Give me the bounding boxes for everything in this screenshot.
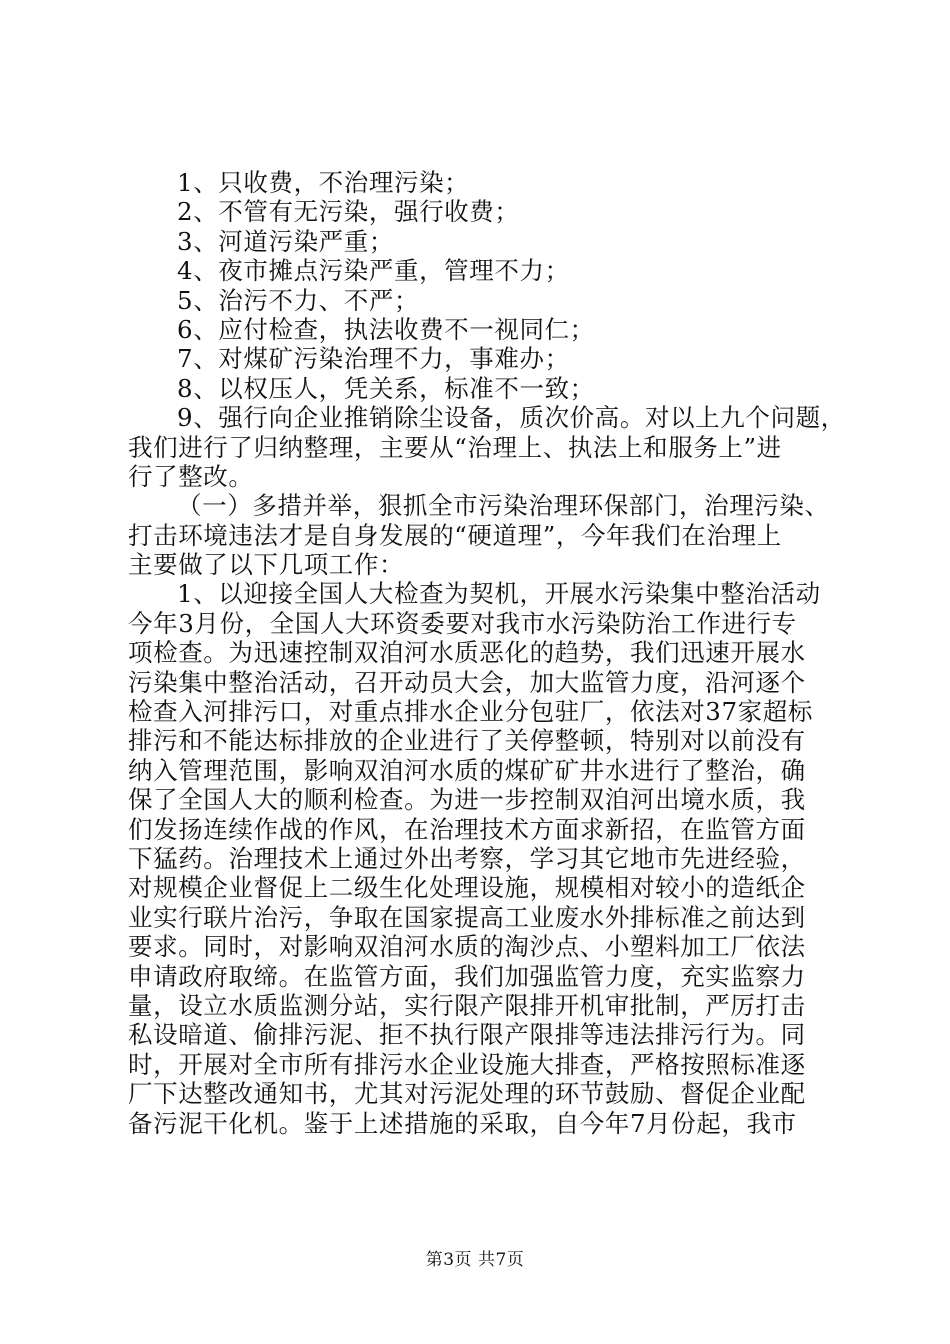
paragraph-line: 9、强行向企业推销除尘设备，质次价高。对以上九个问题， bbox=[177, 403, 846, 433]
paragraph-line: 私设暗道、偷排污泥、拒不执行限产限排等违法排污行为。同 bbox=[128, 1020, 806, 1050]
paragraph-line: 们发扬连续作战的作风，在治理技术方面求新招，在监管方面 bbox=[128, 814, 806, 844]
paragraph-line: 时，开展对全市所有排污水企业设施大排查，严格按照标准逐 bbox=[128, 1049, 806, 1079]
section-heading-line: （一）多措并举，狠抓全市污染治理环保部门，治理污染、 bbox=[177, 491, 830, 521]
paragraph-line: 主要做了以下几项工作： bbox=[128, 550, 405, 580]
paragraph-line: 厂下达整改通知书，尤其对污泥处理的环节鼓励、督促企业配 bbox=[128, 1079, 806, 1109]
paragraph-line: 今年3月份，全国人大环资委要对我市水污染防治工作进行专 bbox=[128, 608, 797, 638]
paragraph-line: 量，设立水质监测分站，实行限产限排开机审批制，严厉打击 bbox=[128, 990, 806, 1020]
list-item: 3、河道污染严重； bbox=[177, 226, 394, 256]
paragraph-line: 申请政府取缔。在监管方面，我们加强监管力度，充实监察力 bbox=[128, 961, 806, 991]
paragraph-line: 备污泥干化机。鉴于上述措施的采取，自今年7月份起，我市 bbox=[128, 1108, 797, 1138]
paragraph-line: 保了全国人大的顺利检查。为进一步控制双洎河出境水质，我 bbox=[128, 785, 806, 815]
list-item: 4、夜市摊点污染严重，管理不力； bbox=[177, 256, 570, 286]
paragraph-line: 排污和不能达标排放的企业进行了关停整顿，特别对以前没有 bbox=[128, 726, 806, 756]
paragraph-line: 要求。同时，对影响双洎河水质的淘沙点、小塑料加工厂依法 bbox=[128, 932, 806, 962]
paragraph-line: 行了整改。 bbox=[128, 461, 254, 491]
subheading-line: 1、以迎接全国人大检查为契机，开展水污染集中整治活动 bbox=[177, 579, 821, 609]
document-body bbox=[128, 168, 846, 1138]
paragraph-line: 打击环境违法才是自身发展的“硬道理”，今年我们在治理上 bbox=[128, 520, 782, 550]
list-item: 1、只收费，不治理污染； bbox=[177, 168, 470, 197]
list-item: 2、不管有无污染，强行收费； bbox=[177, 197, 520, 227]
page-number-footer: 第3页 共7页 bbox=[425, 1250, 525, 1270]
paragraph-line: 我们进行了归纳整理，主要从“治理上、执法上和服务上”进 bbox=[128, 432, 782, 462]
paragraph-line: 业实行联片治污，争取在国家提高工业废水外排标准之前达到 bbox=[128, 902, 806, 932]
paragraph-line: 检查入河排污口，对重点排水企业分包驻厂，依法对37家超标 bbox=[128, 697, 813, 727]
paragraph-line: 污染集中整治活动，召开动员大会，加大监管力度，沿河逐个 bbox=[128, 667, 806, 697]
paragraph-line: 下猛药。治理技术上通过外出考察，学习其它地市先进经验， bbox=[128, 843, 806, 873]
list-item: 7、对煤矿污染治理不力，事难办； bbox=[177, 344, 570, 374]
paragraph-line: 对规模企业督促上二级生化处理设施，规模相对较小的造纸企 bbox=[128, 873, 806, 903]
list-item: 8、以权压人，凭关系，标准不一致； bbox=[177, 373, 595, 403]
paragraph-line: 项检查。为迅速控制双洎河水质恶化的趋势，我们迅速开展水 bbox=[128, 638, 806, 668]
list-item: 6、应付检查，执法收费不一视同仁； bbox=[177, 314, 595, 344]
paragraph-line: 纳入管理范围，影响双洎河水质的煤矿矿井水进行了整治，确 bbox=[128, 755, 806, 785]
list-item: 5、治污不力、不严； bbox=[177, 285, 420, 315]
